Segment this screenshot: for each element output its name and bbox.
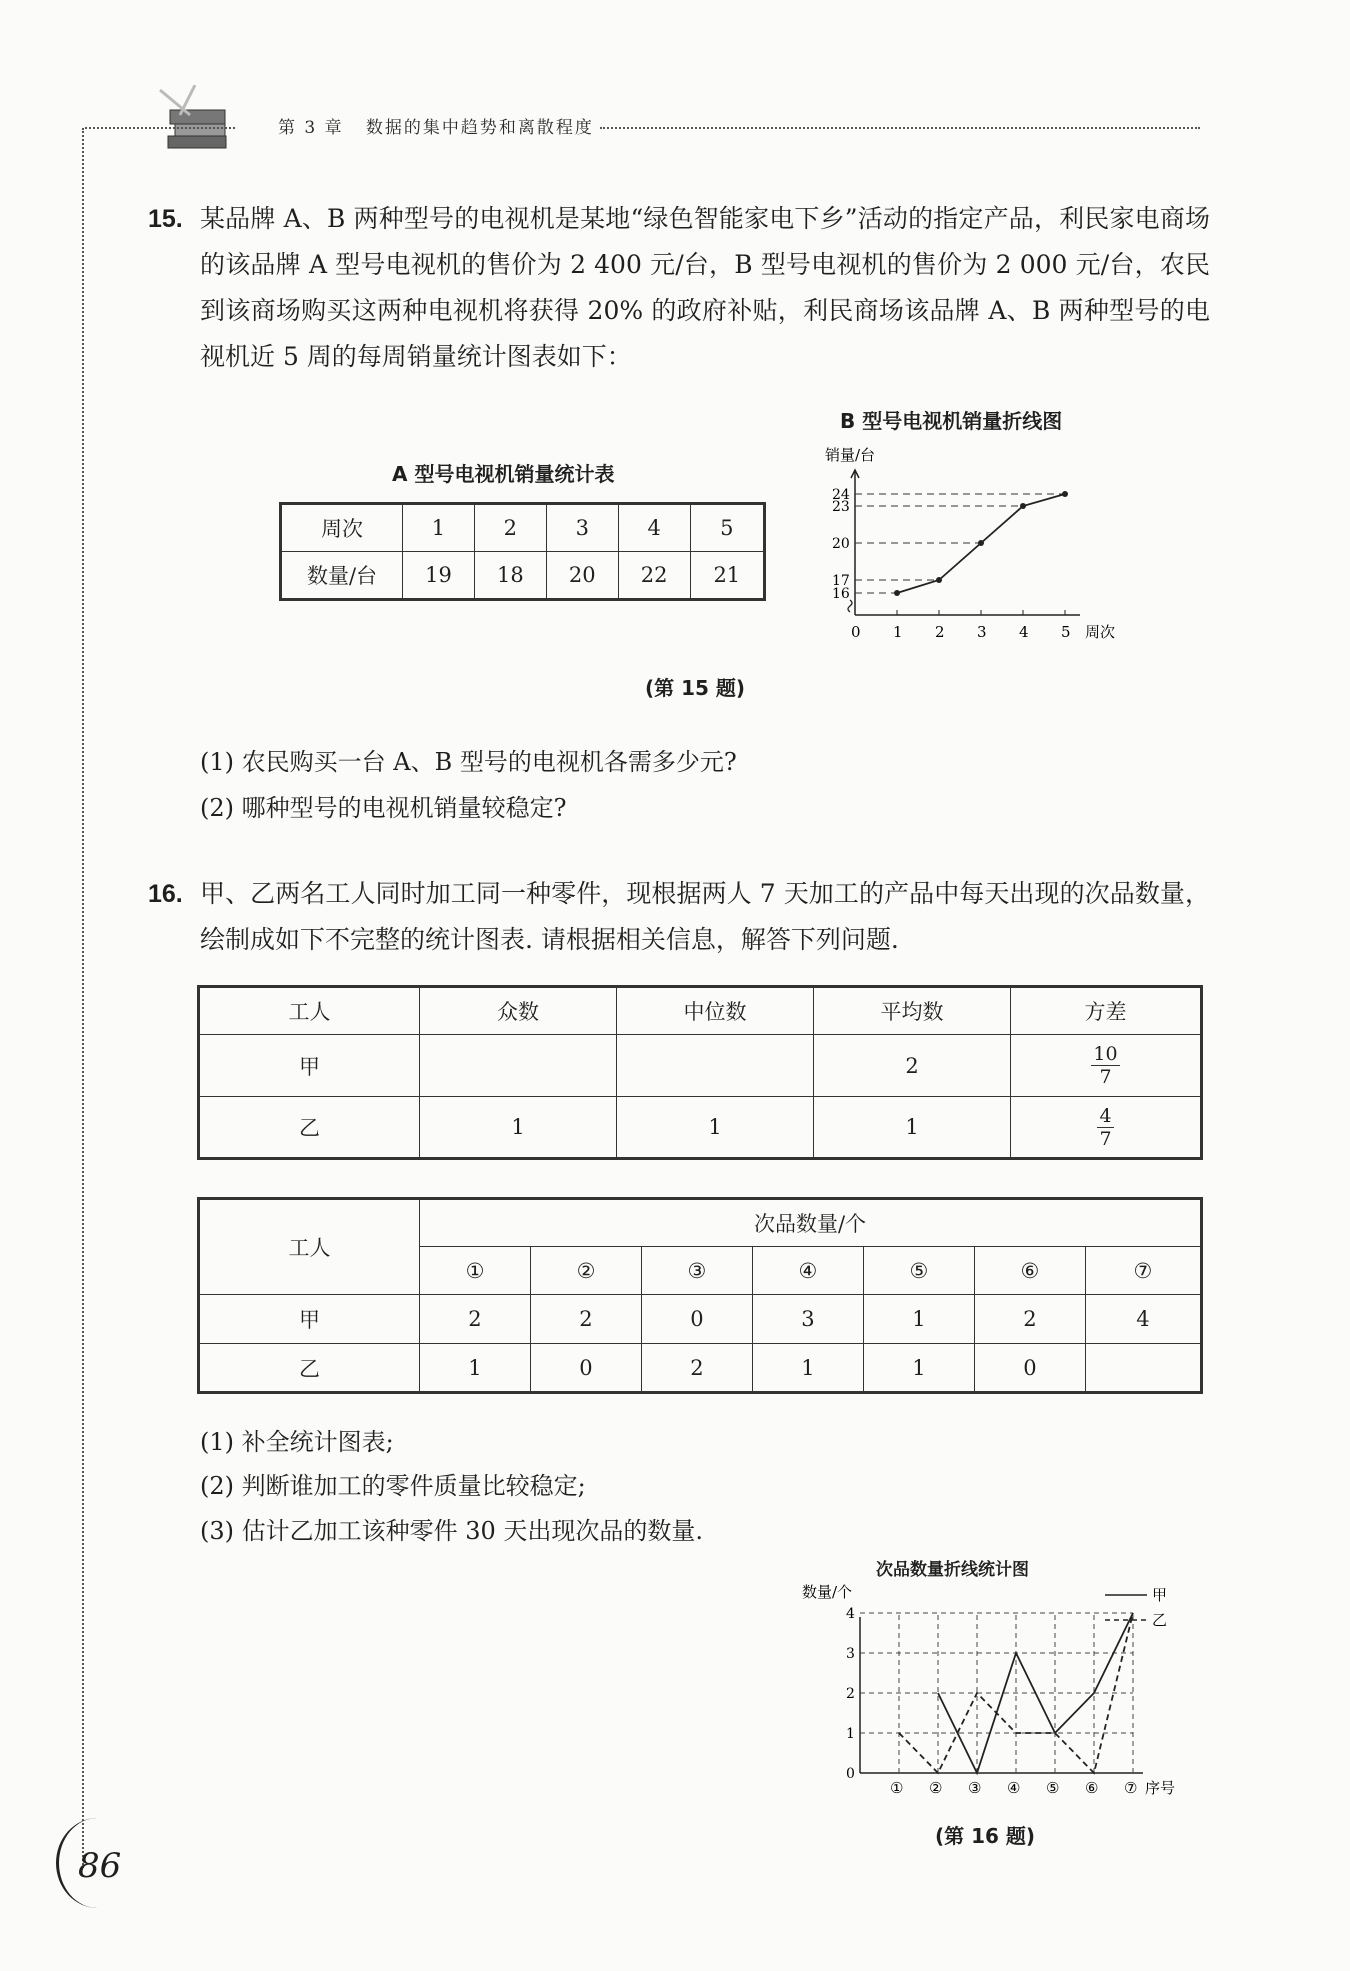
- stats-header: 方差: [1011, 987, 1202, 1035]
- q15-sub2: (2) 哪种型号的电视机销量较稳定?: [200, 794, 567, 822]
- q16-number: 16.: [148, 880, 183, 908]
- chapter-label: 第 3 章: [278, 118, 344, 138]
- page-number: 86: [78, 1846, 122, 1886]
- chart1-x-tick: 3: [977, 623, 987, 641]
- chart2-x-tick: ①: [890, 1779, 904, 1797]
- chart2-y-tick: 3: [846, 1646, 855, 1662]
- day-cell: ⑥: [974, 1247, 1085, 1295]
- stats-worker: 甲: [199, 1035, 420, 1097]
- chart2-x-tick: ⑦: [1124, 1779, 1138, 1797]
- chart1-y-tick: 20: [832, 536, 850, 552]
- stats-variance: [1011, 1035, 1202, 1097]
- chart1-ylabel: 销量/台: [825, 446, 876, 464]
- q16-stats-table: [197, 985, 1203, 1160]
- q15-sales-table: [279, 502, 766, 601]
- day-cell: ①: [420, 1247, 531, 1295]
- q15-row2-label: 数量/台: [281, 552, 403, 600]
- q15-text: 某品牌 A、B 两种型号的电视机是某地“绿色智能家电下乡”活动的指定产品，利民家电商场的该品牌 A 型号电视机的售价为 2 400 元/台，B 型号电视机的售价为 2 000 元/台，农民到该商场购买这两种电视机将获得 20% 的政府补贴，利民商场该品牌 A、B 两种型号的电视机近 5 周的每周销量统计图表如下：: [200, 204, 1210, 371]
- chart1-x-tick: 2: [935, 623, 945, 641]
- q15-count-cell: 18: [474, 552, 546, 600]
- yi-cell: 1: [420, 1344, 531, 1393]
- stats-mean: 2: [814, 1035, 1011, 1097]
- stats-header: 众数: [420, 987, 617, 1035]
- chart1-title: B 型号电视机销量折线图: [840, 409, 1063, 433]
- chart2-y-tick: 1: [846, 1726, 855, 1742]
- chart2-x-tick: ②: [929, 1779, 943, 1797]
- stats-median: 1: [617, 1097, 814, 1159]
- jia-cell: 0: [641, 1295, 752, 1344]
- q16-sub1: (1) 补全统计图表;: [200, 1428, 394, 1456]
- q16-text: 甲、乙两名工人同时加工同一种零件，现根据两人 7 天加工的产品中每天出现的次品数量，绘制成如下不完整的统计图表. 请根据相关信息，解答下列问题.: [200, 879, 1210, 954]
- yi-cell: [1085, 1344, 1201, 1393]
- q15-count-cell: 20: [546, 552, 618, 600]
- variance-denominator: 7: [1099, 1066, 1112, 1088]
- chart1-x-tick: 4: [1019, 623, 1029, 641]
- stats-variance: [1011, 1097, 1202, 1159]
- variance-denominator: 7: [1099, 1127, 1112, 1150]
- jia-cell: 2: [420, 1295, 531, 1344]
- variance-numerator: 4: [1099, 1104, 1112, 1127]
- q15-week-cell: 2: [474, 504, 546, 552]
- yi-cell: 2: [641, 1344, 752, 1393]
- side-dotted-line: [82, 128, 84, 1868]
- day-cell: ④: [752, 1247, 863, 1295]
- q15-count-cell: 21: [690, 552, 764, 600]
- defects-yi-label: 乙: [199, 1344, 420, 1393]
- stats-worker: 乙: [199, 1097, 420, 1159]
- chart1-point: [936, 577, 942, 583]
- defects-jia-label: 甲: [199, 1295, 420, 1344]
- page-header: [278, 113, 594, 138]
- jia-cell: 2: [974, 1295, 1085, 1344]
- q15-count-cell: 19: [403, 552, 475, 600]
- header-dotted-line-right: [600, 127, 1200, 129]
- chart2-legend-yi: 乙: [1152, 1611, 1168, 1629]
- chart2-x-tick: ⑤: [1046, 1779, 1060, 1797]
- chart1-x-tick: 5: [1061, 623, 1071, 641]
- chart1-point: [894, 590, 900, 596]
- yi-cell: 0: [530, 1344, 641, 1393]
- q15-caption: (第 15 题): [645, 676, 746, 700]
- jia-cell: 2: [530, 1295, 641, 1344]
- chart2-x-tick: ③: [968, 1779, 982, 1797]
- chart1-point: [978, 540, 984, 546]
- stats-median: [617, 1035, 814, 1097]
- q16-sub3: (3) 估计乙加工该种零件 30 天出现次品的数量.: [200, 1517, 704, 1545]
- q15-week-cell: 4: [618, 504, 690, 552]
- stats-mode: 1: [420, 1097, 617, 1159]
- chart1-x-tick: 1: [893, 623, 903, 641]
- chart1-xlabel: 周次: [1085, 623, 1116, 641]
- header-dotted-line-left: [85, 127, 235, 129]
- chart2-x-tick: ④: [1007, 1779, 1021, 1797]
- chart2-y-tick: 0: [846, 1766, 855, 1782]
- defects-header: 次品数量/个: [420, 1199, 1202, 1247]
- chart1-point: [1062, 491, 1068, 497]
- chart1-point: [1020, 503, 1026, 509]
- chart2-y-tick: 2: [846, 1686, 855, 1702]
- chart1-y-tick: 24: [832, 487, 850, 503]
- q15-row1-label: 周次: [281, 504, 403, 552]
- day-cell: ⑦: [1085, 1247, 1201, 1295]
- day-cell: ③: [641, 1247, 752, 1295]
- chart2-legend-jia: 甲: [1152, 1586, 1168, 1604]
- chart2-xlabel: 序号: [1145, 1779, 1176, 1797]
- yi-cell: 1: [752, 1344, 863, 1393]
- jia-cell: 4: [1085, 1295, 1201, 1344]
- variance-numerator: 10: [1093, 1043, 1118, 1065]
- q15-week-cell: 3: [546, 504, 618, 552]
- q16-caption: (第 16 题): [935, 1824, 1036, 1848]
- stats-mode: [420, 1035, 617, 1097]
- q15-table-title: A 型号电视机销量统计表: [392, 462, 615, 486]
- chart1-y-tick: 23: [832, 499, 850, 515]
- chart2-y-tick: 4: [846, 1606, 855, 1622]
- header-book-icon: [150, 85, 240, 155]
- stats-header: 中位数: [617, 987, 814, 1035]
- day-cell: ⑤: [863, 1247, 974, 1295]
- chart2-ylabel: 数量/个: [802, 1583, 853, 1601]
- chapter-title: 数据的集中趋势和离散程度: [365, 118, 594, 138]
- stats-mean: 1: [814, 1097, 1011, 1159]
- jia-cell: 1: [863, 1295, 974, 1344]
- jia-cell: 3: [752, 1295, 863, 1344]
- q16-sub2: (2) 判断谁加工的零件质量比较稳定;: [200, 1472, 586, 1500]
- q15-week-cell: 1: [403, 504, 475, 552]
- q15-sub1: (1) 农民购买一台 A、B 型号的电视机各需多少元?: [200, 748, 737, 776]
- q15-count-cell: 22: [618, 552, 690, 600]
- chart2-defects-line: [790, 1575, 1210, 1815]
- yi-cell: 0: [974, 1344, 1085, 1393]
- q16-defects-table: [197, 1197, 1203, 1394]
- q15-week-cell: 5: [690, 504, 764, 552]
- chart2-title: 次品数量折线统计图: [876, 1560, 1029, 1580]
- chart1-b-sales-line: [820, 440, 1140, 660]
- chart1-y-tick: 17: [832, 573, 850, 589]
- q15-number: 15.: [148, 205, 183, 233]
- chart1-y-tick: 16: [832, 586, 850, 602]
- chart1-x-tick: 0: [851, 623, 861, 641]
- yi-cell: 1: [863, 1344, 974, 1393]
- defects-worker-label: 工人: [199, 1199, 420, 1295]
- chart2-x-tick: ⑥: [1085, 1779, 1099, 1797]
- day-cell: ②: [530, 1247, 641, 1295]
- stats-header: 工人: [199, 987, 420, 1035]
- stats-header: 平均数: [814, 987, 1011, 1035]
